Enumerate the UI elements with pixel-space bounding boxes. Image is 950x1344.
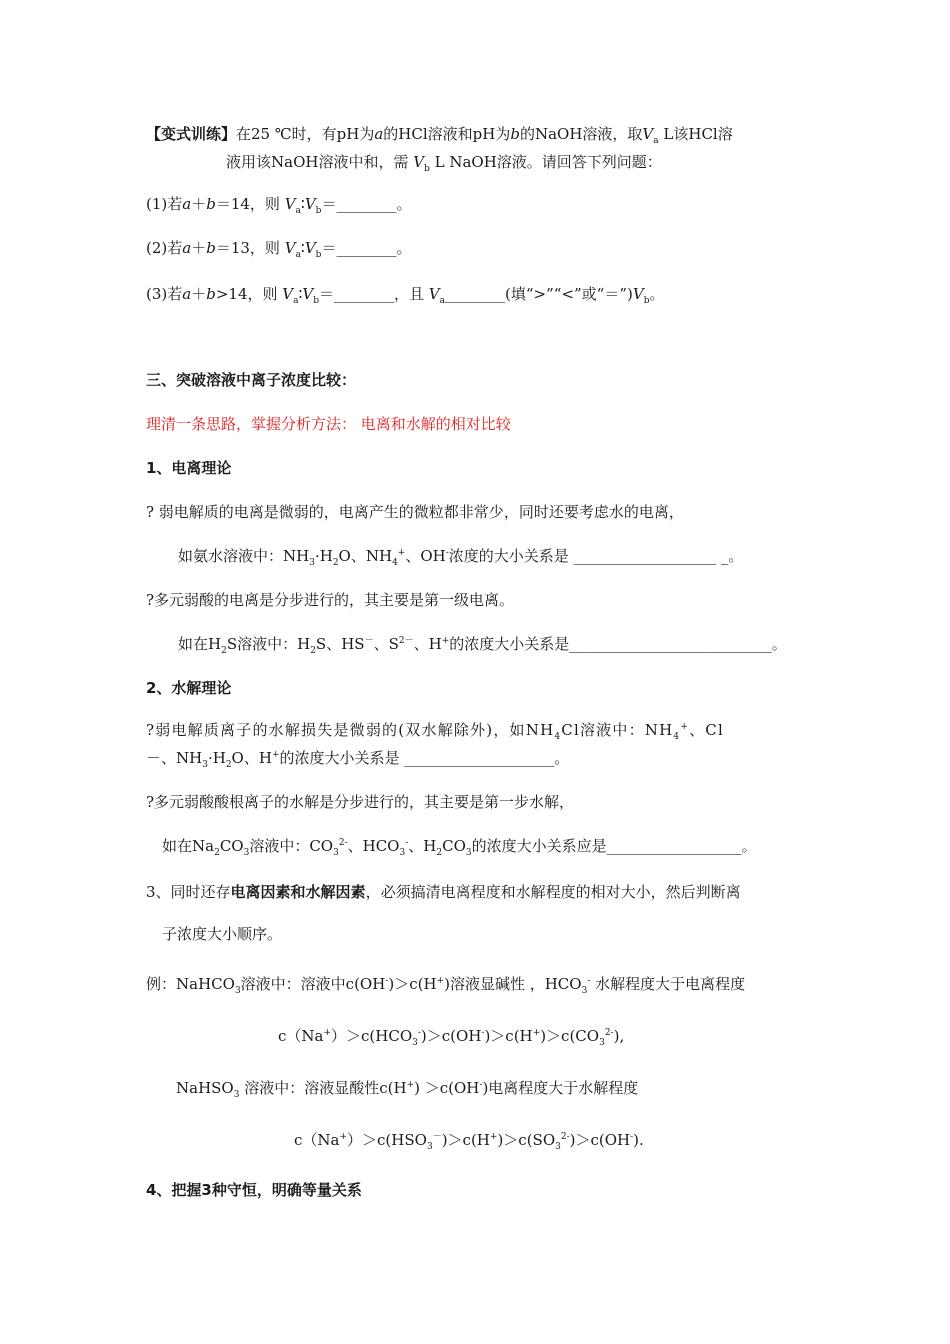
hydrolysis-p1-line1: ?弱电解质离子的水解损失是微弱的(双水解除外)，如$NH_4Cl$溶液中：$NH_4^+$、Cl <box>146 721 724 742</box>
ionization-p1: ? 弱电解质的电离是微弱的，电离产生的微粒都非常少，同时还要考虑水的电离， <box>146 503 684 521</box>
ionization-heading: 1、电离理论 <box>146 459 232 477</box>
practice-line-1: 【变式训练】在25 ℃时，有pH为a的HCl溶液和pH为b的NaOH溶液，取$V_a$ L该HCl溶 <box>146 125 733 146</box>
example-nahco3-order: $c(Na^+)>c(HCO_3^-)>c(OH^-)>c(H^+)>c(CO_3^{2-})$, <box>278 1027 625 1048</box>
example-nahso3: NaHSO$_3$ 溶液中：溶液显酸性c(H+) ＞c(OH-)电离程度大于水解程度 <box>176 1079 639 1100</box>
hydrolysis-heading: 2、水解理论 <box>146 679 232 697</box>
practice-line-2: 液用该NaOH溶液中和，需 $V_b$ L NaOH溶液。请回答下列问题： <box>226 153 662 174</box>
question-2: (2)若a＋b＝13，则 $V_a∶V_b=\_\_\_\_\_\_\_\_$。 <box>146 239 412 260</box>
combined-line-2: 子浓度大小顺序。 <box>162 925 283 943</box>
section-3-title: 三、突破溶液中离子浓度比较： <box>146 371 357 389</box>
hydrolysis-p3: 如在$Na_2CO_3$溶液中：$CO_3^{2-}$、$HCO_3^-$、$H_2CO_3$的浓度大小关系应是__________________。 <box>162 837 757 858</box>
ionization-p4: 如在$H_2S$溶液中：$H_2S$、HS－、$S^{2-}$、H+的浓度大小关系是___________________________。 <box>178 635 787 656</box>
section-3-method: 理清一条思路，掌握分析方法： 电离和水解的相对比较 <box>146 415 511 433</box>
hydrolysis-p1-line2: －、$NH_3\cdot H_2O$、H+的浓度大小关系是 ____________________。 <box>146 749 570 770</box>
combined-line-1: 3、同时还存电离因素和水解因素，必须搞清电离程度和水解程度的相对大小，然后判断离 <box>146 883 741 901</box>
question-1: (1)若a＋b＝14，则 $V_a∶V_b=\_\_\_\_\_\_\_\_$。 <box>146 195 412 216</box>
ionization-p2: 如氨水溶液中：$NH_3\cdot H_2O$、$NH_4^+$、OH-浓度的大小关系是 ___________________ _。 <box>178 547 744 568</box>
hydrolysis-p2: ?多元弱酸酸根离子的水解是分步进行的，其主要是第一步水解， <box>146 793 575 811</box>
question-3: (3)若a＋b>14，则 $V_a∶V_b=\_\_\_\_\_\_\_\_$，且 $V_a\_\_\_\_\_\_\_\_$(填“>”“<”或“$=”)V_b$。 <box>146 285 665 306</box>
ionization-p3: ?多元弱酸的电离是分步进行的，其主要是第一级电离。 <box>146 591 515 609</box>
example-nahco3: 例：NaHCO$_3$溶液中：溶液中c(OH-)＞c(H+)溶液显碱性 ，$HCO_3^-$ 水解程度大于电离程度 <box>146 975 746 996</box>
practice-label: 【变式训练】 <box>146 125 237 143</box>
example-nahso3-order: $c(Na^+)>c(HSO_3^-)>c(H^+)>c(SO_3^{2-})>c(OH^-)$. <box>294 1131 644 1152</box>
section-4-heading: 4、把握3种守恒，明确等量关系 <box>146 1181 362 1199</box>
